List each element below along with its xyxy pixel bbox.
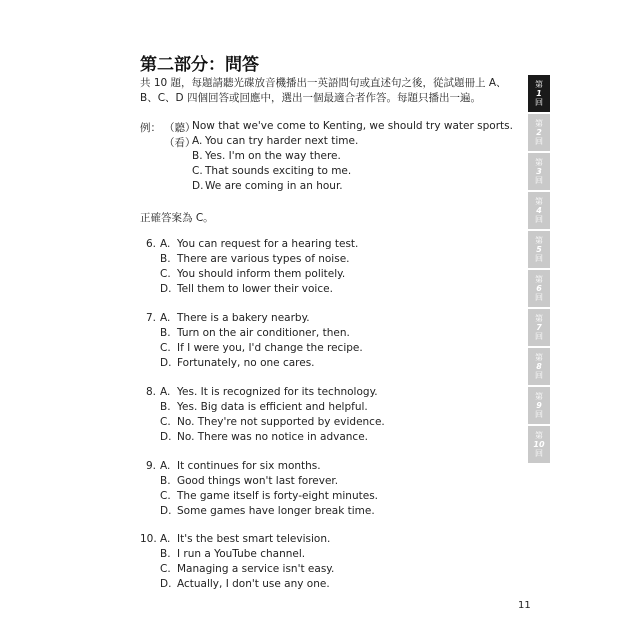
option-letter: A. (160, 533, 171, 545)
round-tab-pre: 第 (535, 80, 543, 89)
option-letter: C. (160, 563, 171, 575)
round-tab-num: 1 (536, 89, 542, 98)
option-letter: D. (160, 283, 172, 295)
option-text: There is a bakery nearby. (177, 312, 310, 324)
question-number: 6. (145, 238, 156, 250)
round-tab-num: 8 (536, 362, 542, 371)
example-option-letter: C. (192, 165, 203, 177)
option-text: You should inform them politely. (177, 268, 346, 280)
example-option-letter: B. (192, 150, 203, 162)
option-letter: A. (160, 238, 171, 250)
option-text: Some games have longer break time. (177, 505, 375, 517)
question-number: 10. (140, 533, 157, 545)
round-tab-post: 回 (535, 176, 543, 185)
option-text: You can request for a hearing test. (177, 238, 359, 250)
example-listen-tag: （聽） (164, 122, 196, 134)
round-tab-num: 2 (536, 128, 542, 137)
round-tab-post: 回 (535, 98, 543, 107)
instructions: 共 10 題，每題請聽光碟放音機播出一英語問句或直述句之後，從試題冊上 A、B、C、D 四個回答或回應中，選出一個最適合者作答。每題只播出一遍。 (140, 77, 507, 104)
option-letter: D. (160, 505, 172, 517)
round-tab-pre: 第 (535, 314, 543, 323)
option-letter: D. (160, 431, 172, 443)
round-tab-post: 回 (535, 215, 543, 224)
round-tab-pre: 第 (535, 353, 543, 362)
option-letter: C. (160, 268, 171, 280)
round-tab-8[interactable] (528, 348, 550, 385)
round-tab-1[interactable] (528, 75, 550, 112)
round-tab-post: 回 (535, 293, 543, 302)
round-tab-9[interactable] (528, 387, 550, 424)
option-text: The game itself is forty-eight minutes. (177, 490, 378, 502)
option-text: There are various types of noise. (177, 253, 350, 265)
option-letter: B. (160, 253, 171, 265)
round-tab-pre: 第 (535, 275, 543, 284)
option-text: No. There was no notice in advance. (177, 431, 368, 443)
example-option-text: Yes. I'm on the way there. (205, 150, 341, 162)
option-text: I run a YouTube channel. (177, 548, 306, 560)
example-option-letter: A. (192, 135, 203, 147)
option-letter: B. (160, 401, 171, 413)
round-tab-pre: 第 (535, 197, 543, 206)
round-tab-num: 5 (536, 245, 542, 254)
round-tab-7[interactable] (528, 309, 550, 346)
round-tab-post: 回 (535, 254, 543, 263)
option-text: No. They're not supported by evidence. (177, 416, 385, 428)
round-tab-5[interactable] (528, 231, 550, 268)
option-letter: C. (160, 342, 171, 354)
answer-note: 正確答案為 C。 (140, 212, 214, 224)
round-tab-4[interactable] (528, 192, 550, 229)
option-letter: D. (160, 578, 172, 590)
question-number: 9. (145, 460, 156, 472)
option-text: If I were you, I'd change the recipe. (177, 342, 363, 354)
page-number: 11 (518, 600, 531, 611)
example-option-text: That sounds exciting to me. (205, 165, 352, 177)
example-read-tag: （看） (164, 137, 196, 149)
round-tab-num: 7 (536, 323, 542, 332)
example-listen-text: Now that we've come to Kenting, we should try water sports. (192, 120, 513, 132)
option-letter: A. (160, 312, 171, 324)
option-text: Yes. It is recognized for its technology. (177, 386, 378, 398)
option-letter: B. (160, 475, 171, 487)
option-text: Actually, I don't use any one. (177, 578, 330, 590)
round-tab-pre: 第 (535, 392, 543, 401)
round-tab-num: 6 (536, 284, 542, 293)
round-tab-pre: 第 (535, 431, 543, 440)
round-tab-num: 3 (536, 167, 542, 176)
round-tab-3[interactable] (528, 153, 550, 190)
round-tab-pre: 第 (535, 236, 543, 245)
round-tab-post: 回 (535, 137, 543, 146)
round-tab-num: 10 (533, 440, 545, 449)
round-tab-post: 回 (535, 371, 543, 380)
option-letter: B. (160, 548, 171, 560)
option-text: It continues for six months. (177, 460, 321, 472)
option-letter: D. (160, 357, 172, 369)
option-letter: B. (160, 327, 171, 339)
round-tab-pre: 第 (535, 158, 543, 167)
option-letter: A. (160, 460, 171, 472)
option-text: Turn on the air conditioner, then. (177, 327, 350, 339)
round-tabs (528, 75, 550, 465)
option-letter: C. (160, 490, 171, 502)
round-tab-6[interactable] (528, 270, 550, 307)
example-option-text: You can try harder next time. (205, 135, 359, 147)
round-tab-pre: 第 (535, 119, 543, 128)
question-number: 8. (145, 386, 156, 398)
option-text: It's the best smart television. (177, 533, 331, 545)
option-text: Tell them to lower their voice. (177, 283, 333, 295)
example-option-text: We are coming in an hour. (205, 180, 343, 192)
round-tab-2[interactable] (528, 114, 550, 151)
round-tab-num: 4 (536, 206, 542, 215)
round-tab-post: 回 (535, 449, 543, 458)
round-tab-post: 回 (535, 410, 543, 419)
question-number: 7. (145, 312, 156, 324)
option-text: Fortunately, no one cares. (177, 357, 315, 369)
option-letter: A. (160, 386, 171, 398)
option-text: Good things won't last forever. (177, 475, 339, 487)
round-tab-num: 9 (536, 401, 542, 410)
round-tab-10[interactable] (528, 426, 550, 463)
option-text: Yes. Big data is efficient and helpful. (177, 401, 368, 413)
option-text: Managing a service isn't easy. (177, 563, 335, 575)
round-tab-post: 回 (535, 332, 543, 341)
example-label: 例： (140, 122, 161, 134)
example-option-letter: D. (192, 180, 204, 192)
section-title: 第二部分：問答 (140, 55, 259, 75)
option-letter: C. (160, 416, 171, 428)
